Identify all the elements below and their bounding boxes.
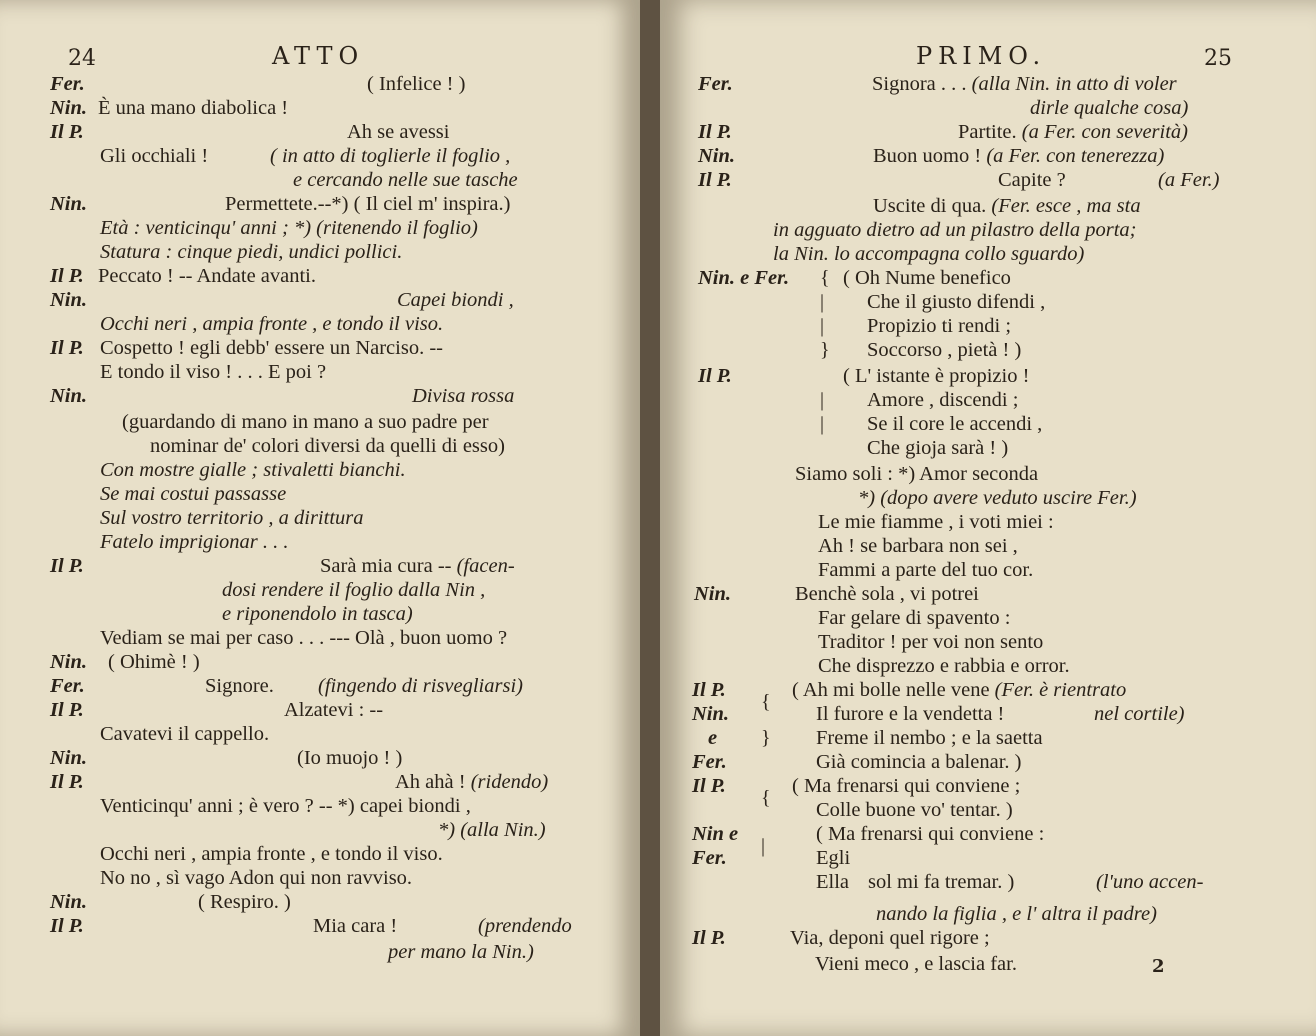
verse-line: Alzatevi : -- — [284, 699, 384, 721]
verse-line: Ah se avessi — [347, 121, 450, 143]
speaker-label: Fer. — [698, 73, 733, 95]
speaker-label: Fer. — [50, 675, 85, 697]
stage-direction: (facen- — [456, 555, 515, 577]
verse-line: Capite ? — [998, 169, 1066, 191]
stage-direction: Età : venticinqu' anni ; *) (ritenendo il foglio) — [100, 217, 478, 239]
speaker-label: Nin. — [50, 891, 88, 913]
verse-line: Mia cara ! — [313, 915, 398, 937]
verse-line: Il furore e la vendetta ! — [816, 703, 1005, 725]
speaker-label: Il P. — [692, 775, 726, 797]
stage-direction: ( in atto di toglierle il foglio , — [270, 145, 511, 167]
page-number: 24 — [68, 46, 96, 71]
stage-direction: Sul vostro territorio , a dirittura — [100, 507, 364, 529]
speaker-label: Nin. — [694, 583, 732, 605]
verse-line: Venticinqu' anni ; è vero ? -- *) capei biondi , — [100, 795, 471, 817]
verse-line: Peccato ! -- Andate avanti. — [98, 265, 317, 287]
book-gutter — [640, 0, 660, 1036]
stage-direction: e riponendolo in tasca) — [222, 603, 413, 625]
stage-direction: (prendendo — [478, 915, 572, 937]
stage-direction: (fingendo di risvegliarsi) — [318, 675, 523, 697]
verse-line: (guardando di mano in mano a suo padre per — [122, 411, 489, 433]
trio-brace: { — [761, 787, 771, 809]
verse-line: Egli — [816, 847, 851, 869]
verse-line: ( L' istante è propizio ! — [843, 365, 1030, 387]
verse-line: Amore , discendi ; — [867, 389, 1019, 411]
speaker-label: Nin e — [692, 823, 739, 845]
speaker-label: Il P. — [692, 927, 726, 949]
stage-direction: (a Fer. con severità) — [1021, 121, 1188, 143]
verse-line: Ah ahà ! (ridendo) — [395, 771, 549, 793]
left-page — [0, 0, 640, 1036]
page-number: 25 — [1204, 46, 1232, 71]
trio-brace: } — [761, 727, 771, 749]
verse-line: Se il core le accendi , — [867, 413, 1043, 435]
stage-direction: dirle qualche cosa) — [1030, 97, 1189, 119]
stage-direction: Statura : cinque piedi, undici pollici. — [100, 241, 403, 263]
duet-brace: | — [820, 291, 825, 313]
verse-line: (Io muojo ! ) — [297, 747, 403, 769]
stage-direction: (Fer. esce , ma sta — [991, 195, 1141, 217]
right-page — [660, 0, 1316, 1036]
stage-direction: in agguato dietro ad un pilastro della porta; — [773, 219, 1137, 241]
verse-line: ( Ma frenarsi qui conviene : — [816, 823, 1045, 845]
verse-line: Vediam se mai per caso . . . --- Olà , buon uomo ? — [100, 627, 508, 649]
verse-line: Che disprezzo e rabbia e orror. — [818, 655, 1070, 677]
verse-line: ( Ohimè ! ) — [108, 651, 200, 673]
verse-line: Uscite di qua. (Fer. esce , ma sta — [873, 195, 1141, 217]
speaker-label: Il P. — [698, 365, 732, 387]
verse-line: Ella — [816, 871, 850, 893]
verse-line: E tondo il viso ! . . . E poi ? — [100, 361, 327, 383]
stage-direction: Se mai costui passasse — [100, 483, 287, 505]
speaker-label: Nin. — [698, 145, 736, 167]
verse-line: Siamo soli : *) Amor seconda — [795, 463, 1039, 485]
speaker-label: Il P. — [50, 699, 84, 721]
speaker-label: Il P. — [50, 555, 84, 577]
verse-line: Permettete.--*) ( Il ciel m' inspira.) — [225, 193, 511, 215]
verse-line: nominar de' colori diversi da quelli di esso) — [150, 435, 505, 457]
stage-direction: Capei biondi , — [397, 289, 514, 311]
stage-direction: nando la figlia , e l' altra il padre) — [876, 903, 1157, 925]
verse-line: È una mano diabolica ! — [98, 97, 289, 119]
speaker-label: Nin. — [50, 747, 88, 769]
signature-mark: 2 — [1152, 956, 1165, 977]
verse-line: Via, deponi quel rigore ; — [790, 927, 990, 949]
verse-line: ( Respiro. ) — [198, 891, 291, 913]
speaker-label: Fer. — [692, 751, 727, 773]
speaker-label: Il P. — [698, 121, 732, 143]
stage-direction: per mano la Nin.) — [388, 941, 534, 963]
running-header: ATTO — [272, 42, 365, 70]
speaker-label: Nin. — [50, 385, 88, 407]
speaker-label: Nin. — [50, 97, 88, 119]
stage-direction: e cercando nelle sue tasche — [293, 169, 518, 191]
verse-line: Signora . . . (alla Nin. in atto di voler — [872, 73, 1177, 95]
speaker-label: e — [708, 727, 718, 749]
speaker-label: Nin. — [50, 193, 88, 215]
speaker-label: Il P. — [50, 265, 84, 287]
verse-line: Far gelare di spavento : — [818, 607, 1011, 629]
stage-direction: *) (dopo avere veduto uscire Fer.) — [858, 487, 1137, 509]
verse-line: Colle buone vo' tentar. ) — [816, 799, 1013, 821]
verse-line: Gli occhiali ! — [100, 145, 209, 167]
stage-direction: (a Fer.) — [1158, 169, 1220, 191]
verse-line: Ah ! se barbara non sei , — [818, 535, 1018, 557]
stage-direction: nel cortile) — [1094, 703, 1185, 725]
stage-direction: dosi rendere il foglio dalla Nin , — [222, 579, 486, 601]
stage-direction: (a Fer. con tenerezza) — [986, 145, 1165, 167]
trio-brace: | — [761, 835, 766, 857]
duet-brace: | — [820, 389, 825, 411]
verse-line: Signore. — [205, 675, 274, 697]
duet-brace: | — [820, 315, 825, 337]
verse-line: ( Infelice ! ) — [367, 73, 466, 95]
speaker-label: Il P. — [50, 337, 84, 359]
verse-line: Che gioja sarà ! ) — [867, 437, 1009, 459]
verse-line: ( Ah mi bolle nelle vene (Fer. è rientrato — [792, 679, 1127, 701]
verse-line: No no , sì vago Adon qui non ravviso. — [100, 867, 413, 889]
verse-line: Già comincia a balenar. ) — [816, 751, 1022, 773]
stage-direction: la Nin. lo accompagna collo sguardo) — [773, 243, 1085, 265]
duet-brace: { — [820, 267, 830, 289]
speaker-label: Il P. — [50, 121, 84, 143]
stage-direction: (alla Nin. in atto di voler — [971, 73, 1177, 95]
speaker-label: Il P. — [698, 169, 732, 191]
verse-line: ( Oh Nume benefico — [843, 267, 1011, 289]
trio-brace: { — [761, 691, 771, 713]
verse-line: Freme il nembo ; e la saetta — [816, 727, 1043, 749]
running-header: PRIMO. — [916, 42, 1047, 70]
verse-line: Benchè sola , vi potrei — [795, 583, 979, 605]
stage-direction: Fatelo imprigionar . . . — [100, 531, 289, 553]
verse-line: Fammi a parte del tuo cor. — [818, 559, 1034, 581]
speaker-label: Fer. — [50, 73, 85, 95]
verse-line: Vieni meco , e lascia far. — [815, 953, 1017, 975]
verse-line: Cavatevi il cappello. — [100, 723, 270, 745]
speaker-label: Il P. — [692, 679, 726, 701]
verse-line: Buon uomo ! (a Fer. con tenerezza) — [873, 145, 1165, 167]
duet-brace: | — [820, 413, 825, 435]
stage-direction: Con mostre gialle ; stivaletti bianchi. — [100, 459, 406, 481]
verse-line: Occhi neri , ampia fronte , e tondo il viso. — [100, 843, 443, 865]
stage-direction: (Fer. è rientrato — [994, 679, 1127, 701]
verse-line: Cospetto ! egli debb' essere un Narciso. -- — [100, 337, 443, 359]
speaker-label: Il P. — [50, 915, 84, 937]
stage-direction: (l'uno accen- — [1096, 871, 1204, 893]
stage-direction: Occhi neri , ampia fronte , e tondo il viso. — [100, 313, 444, 335]
verse-line: ( Ma frenarsi qui conviene ; — [792, 775, 1021, 797]
verse-line: Che il giusto difendi , — [867, 291, 1046, 313]
verse-line: Partite. (a Fer. con severità) — [958, 121, 1188, 143]
verse-line: Sarà mia cura -- (facen- — [320, 555, 515, 577]
speaker-label: Fer. — [692, 847, 727, 869]
speaker-label: Nin. — [50, 289, 88, 311]
speaker-label: Nin. — [692, 703, 730, 725]
stage-direction: *) (alla Nin.) — [438, 819, 546, 841]
stage-direction: Divisa rossa — [412, 385, 515, 407]
speaker-label: Nin. e Fer. — [698, 267, 790, 289]
verse-line: Soccorso , pietà ! ) — [867, 339, 1022, 361]
verse-line: Le mie fiamme , i voti miei : — [818, 511, 1054, 533]
duet-brace: } — [820, 339, 830, 361]
stage-direction: (ridendo) — [470, 771, 549, 793]
verse-line: sol mi fa tremar. ) — [868, 871, 1015, 893]
speaker-label: Nin. — [50, 651, 88, 673]
verse-line: Propizio ti rendi ; — [867, 315, 1012, 337]
speaker-label: Il P. — [50, 771, 84, 793]
verse-line: Traditor ! per voi non sento — [818, 631, 1044, 653]
